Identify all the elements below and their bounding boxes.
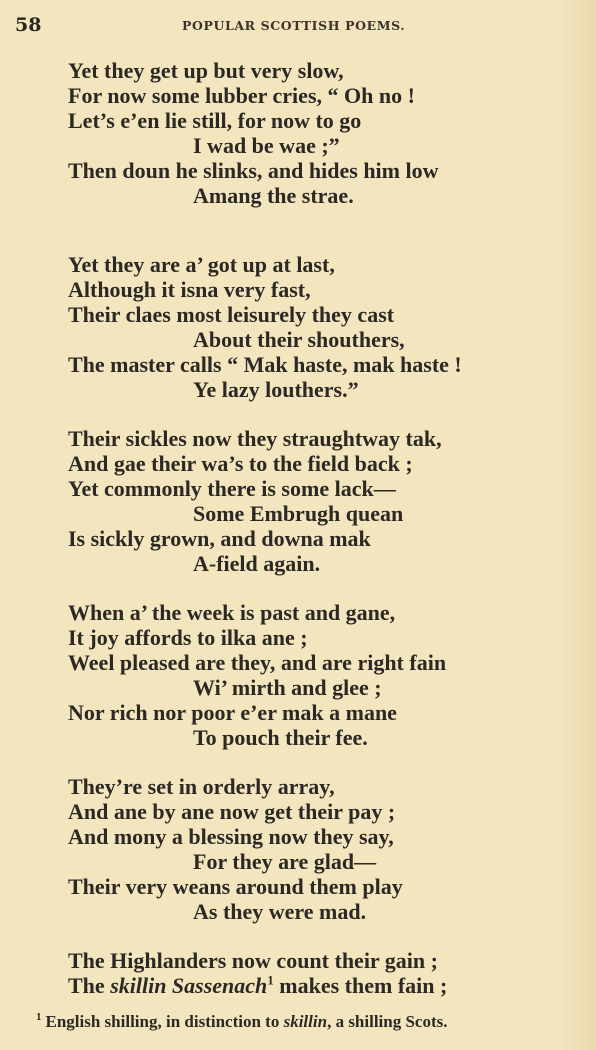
footnote-marker: 1: [36, 1011, 42, 1024]
poem-line: Yet they get up but very slow,: [68, 58, 344, 83]
poem-line: Let’s e’en lie still, for now to go: [68, 108, 362, 133]
poem-line: Weel pleased are they, and are right fain: [68, 650, 447, 675]
stanza: [68, 948, 588, 998]
poem-line: For they are glad—: [193, 849, 377, 874]
poem-line: To pouch their fee.: [193, 725, 368, 750]
footnote-text: , a shilling Scots.: [327, 1012, 448, 1031]
footnote-reference: 1: [267, 972, 274, 988]
poem-line: Their very weans around them play: [68, 874, 403, 899]
poem-line: Nor rich nor poor e’er mak a mane: [68, 700, 397, 725]
poem-line: And gae their wa’s to the field back ;: [68, 451, 413, 476]
poem-line: Then doun he slinks, and hides him low: [68, 158, 439, 183]
footnote-text: English shilling, in distinction to: [45, 1012, 284, 1031]
poem-line: Their claes most leisurely they cast: [68, 302, 395, 327]
poem-line: And mony a blessing now they say,: [68, 824, 394, 849]
page-number: 58: [15, 14, 42, 36]
stanza: [68, 774, 588, 924]
line-text: makes them fain ;: [273, 973, 448, 998]
poem-line: Their sickles now they straughtway tak,: [68, 426, 442, 451]
poem-line: Yet commonly there is some lack—: [68, 476, 396, 501]
poem-line: As they were mad.: [193, 899, 367, 924]
poem-line: About their shouthers,: [193, 327, 405, 352]
poem-line: I wad be wae ;”: [193, 133, 340, 158]
poem-line: They’re set in orderly array,: [68, 774, 335, 799]
poem-line: [68, 973, 588, 998]
poem-line: Ye lazy louthers.”: [193, 377, 359, 402]
page-header: [0, 14, 596, 38]
stanza: [68, 426, 588, 576]
poem-line: The Highlanders now count their gain ;: [68, 948, 438, 973]
stanza: [68, 58, 588, 208]
poem-line: When a’ the week is past and gane,: [68, 600, 396, 625]
line-text: The: [68, 973, 111, 998]
poem-line: Yet they are a’ got up at last,: [68, 252, 335, 277]
poem-line: It joy affords to ilka ane ;: [68, 625, 308, 650]
poem-line: Wi’ mirth and glee ;: [193, 675, 382, 700]
stanza: [68, 600, 588, 750]
poem-line: Amang the strae.: [193, 183, 354, 208]
stanza: [68, 252, 588, 402]
poem-body: [68, 58, 588, 1022]
poem-line: Although it isna very fast,: [68, 277, 311, 302]
poem-line: The master calls “ Mak haste, mak haste !: [68, 352, 462, 377]
italic-phrase: skillin Sassenach: [110, 973, 268, 998]
poem-line: Is sickly grown, and downa mak: [68, 526, 371, 551]
poem-line: A-field again.: [193, 551, 321, 576]
poem-line: For now some lubber cries, “ Oh no !: [68, 83, 415, 108]
running-title: POPULAR SCOTTISH POEMS.: [182, 18, 406, 33]
footnote: [36, 1012, 588, 1032]
poem-line: And ane by ane now get their pay ;: [68, 799, 396, 824]
footnote-italic: skillin: [283, 1012, 328, 1031]
poem-line: Some Embrugh quean: [193, 501, 404, 526]
